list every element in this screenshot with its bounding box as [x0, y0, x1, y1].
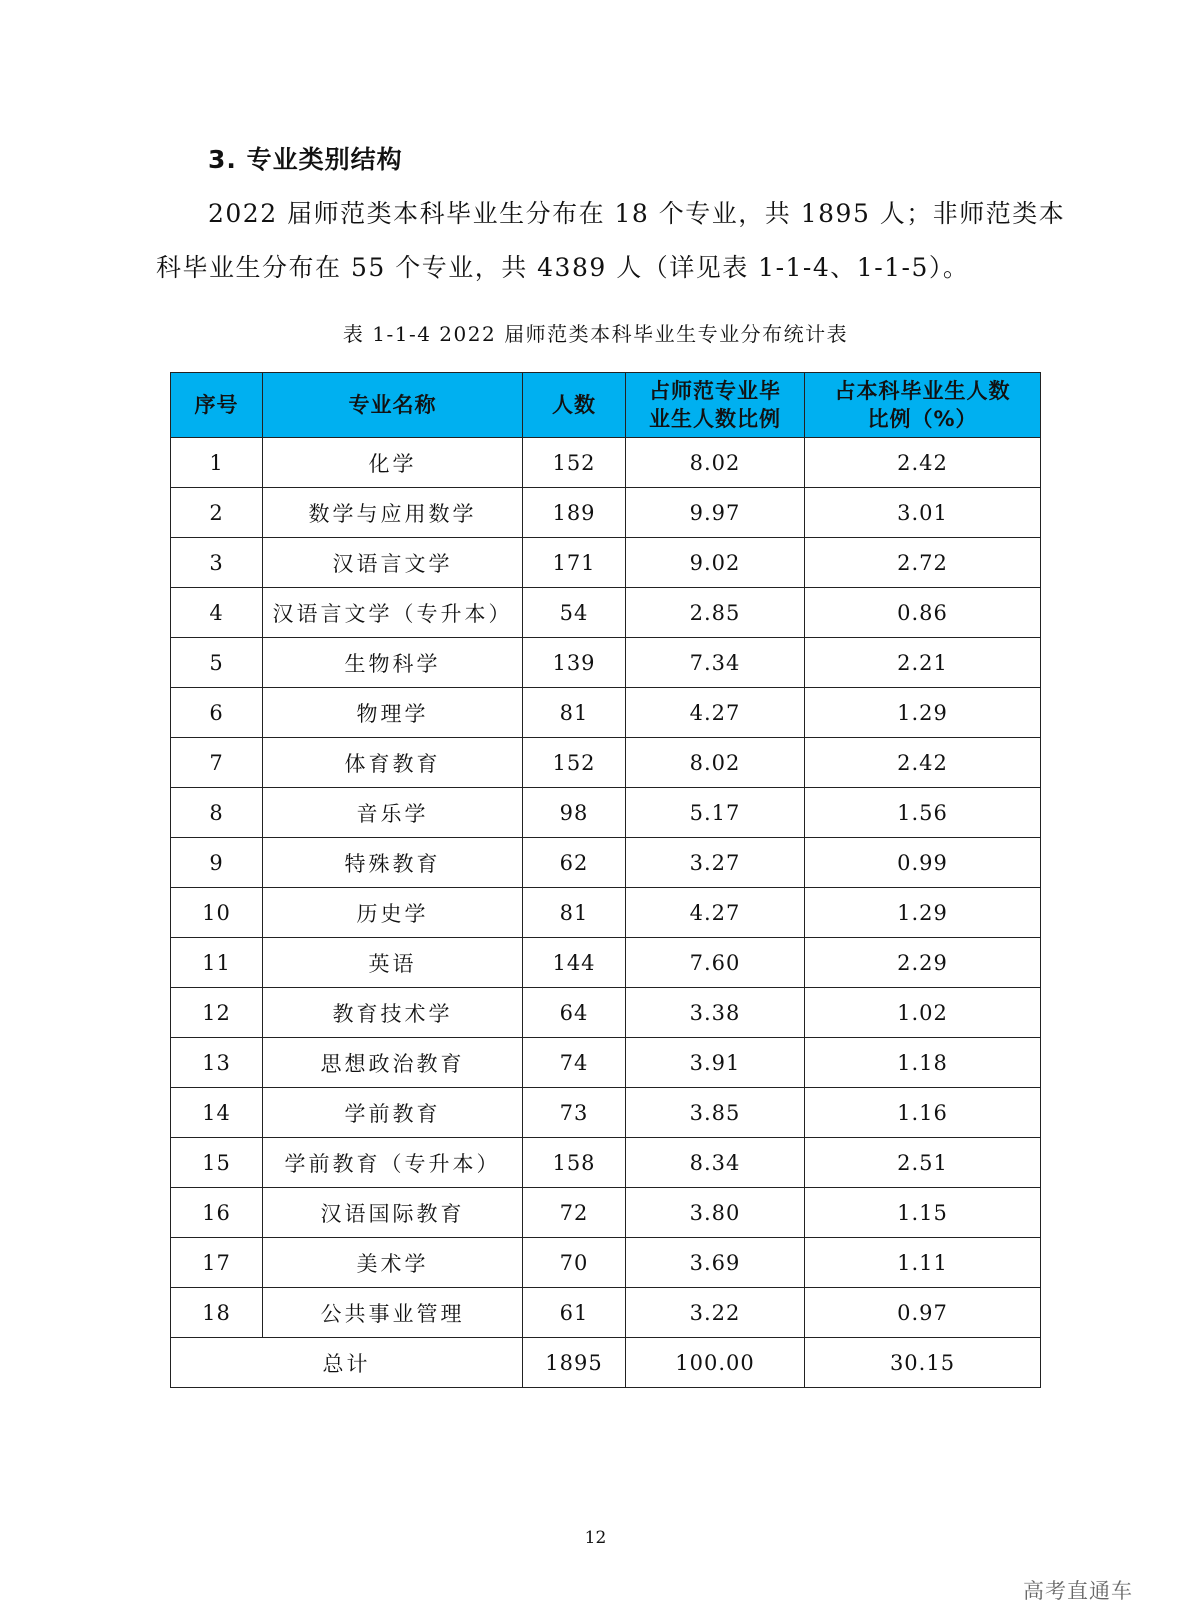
cell-major: 特殊教育: [263, 838, 523, 888]
table-row: [171, 788, 1041, 838]
table-row: [171, 688, 1041, 738]
total-label: 总计: [171, 1338, 523, 1388]
table-row: [171, 738, 1041, 788]
header-share-normal: 占师范专业毕业生人数比例: [626, 373, 805, 438]
cell-index: 4: [171, 588, 263, 638]
cell-count: 81: [523, 688, 626, 738]
cell-count: 81: [523, 888, 626, 938]
cell-index: 7: [171, 738, 263, 788]
cell-share-normal: 7.34: [626, 638, 805, 688]
cell-count: 171: [523, 538, 626, 588]
cell-share-normal: 9.02: [626, 538, 805, 588]
cell-index: 18: [171, 1288, 263, 1338]
cell-share-all: 1.15: [805, 1188, 1041, 1238]
cell-major: 历史学: [263, 888, 523, 938]
cell-major: 体育教育: [263, 738, 523, 788]
watermark: 高考直通车: [1023, 1579, 1133, 1603]
cell-count: 61: [523, 1288, 626, 1338]
header-count: 人数: [523, 373, 626, 438]
cell-share-all: 2.21: [805, 638, 1041, 688]
cell-major: 汉语言文学（专升本）: [263, 588, 523, 638]
major-distribution-table: [170, 372, 1041, 1388]
table-row: [171, 638, 1041, 688]
cell-major: 美术学: [263, 1238, 523, 1288]
cell-index: 10: [171, 888, 263, 938]
cell-count: 62: [523, 838, 626, 888]
table-row: [171, 1088, 1041, 1138]
cell-share-normal: 7.60: [626, 938, 805, 988]
cell-share-all: 0.99: [805, 838, 1041, 888]
table-row: [171, 1188, 1041, 1238]
cell-index: 8: [171, 788, 263, 838]
cell-share-normal: 3.38: [626, 988, 805, 1038]
cell-index: 13: [171, 1038, 263, 1088]
cell-count: 73: [523, 1088, 626, 1138]
cell-major: 生物科学: [263, 638, 523, 688]
cell-count: 64: [523, 988, 626, 1038]
cell-index: 16: [171, 1188, 263, 1238]
cell-major: 教育技术学: [263, 988, 523, 1038]
table-row: [171, 588, 1041, 638]
cell-major: 英语: [263, 938, 523, 988]
cell-major: 公共事业管理: [263, 1288, 523, 1338]
cell-share-all: 1.02: [805, 988, 1041, 1038]
table-row: [171, 488, 1041, 538]
table-caption: 表 1-1-4 2022 届师范类本科毕业生专业分布统计表: [342, 322, 849, 346]
cell-share-all: 1.56: [805, 788, 1041, 838]
table-row: [171, 938, 1041, 988]
cell-index: 5: [171, 638, 263, 688]
cell-share-normal: 8.02: [626, 738, 805, 788]
cell-share-all: 1.18: [805, 1038, 1041, 1088]
cell-share-normal: 3.69: [626, 1238, 805, 1288]
table-row: [171, 1138, 1041, 1188]
cell-share-normal: 3.91: [626, 1038, 805, 1088]
table-row: [171, 538, 1041, 588]
page-number: 12: [584, 1528, 607, 1548]
header-share-all: 占本科毕业生人数比例（%）: [805, 373, 1041, 438]
table-row: [171, 988, 1041, 1038]
cell-share-normal: 4.27: [626, 688, 805, 738]
table-row: [171, 888, 1041, 938]
cell-share-normal: 8.02: [626, 438, 805, 488]
cell-count: 158: [523, 1138, 626, 1188]
cell-share-all: 3.01: [805, 488, 1041, 538]
cell-index: 9: [171, 838, 263, 888]
cell-count: 70: [523, 1238, 626, 1288]
header-index: 序号: [171, 373, 263, 438]
cell-share-all: 2.42: [805, 738, 1041, 788]
cell-major: 汉语国际教育: [263, 1188, 523, 1238]
cell-share-normal: 5.17: [626, 788, 805, 838]
cell-share-all: 1.29: [805, 888, 1041, 938]
cell-major: 音乐学: [263, 788, 523, 838]
cell-share-all: 2.29: [805, 938, 1041, 988]
cell-share-all: 2.72: [805, 538, 1041, 588]
cell-index: 3: [171, 538, 263, 588]
cell-index: 6: [171, 688, 263, 738]
cell-major: 汉语言文学: [263, 538, 523, 588]
cell-share-all: 1.29: [805, 688, 1041, 738]
table-row: [171, 1038, 1041, 1088]
cell-major: 数学与应用数学: [263, 488, 523, 538]
cell-index: 2: [171, 488, 263, 538]
cell-share-all: 2.51: [805, 1138, 1041, 1188]
cell-count: 144: [523, 938, 626, 988]
cell-share-all: 2.42: [805, 438, 1041, 488]
cell-share-normal: 2.85: [626, 588, 805, 638]
header-major: 专业名称: [263, 373, 523, 438]
cell-count: 152: [523, 738, 626, 788]
cell-share-normal: 3.22: [626, 1288, 805, 1338]
cell-index: 14: [171, 1088, 263, 1138]
cell-count: 54: [523, 588, 626, 638]
cell-major: 物理学: [263, 688, 523, 738]
cell-count: 189: [523, 488, 626, 538]
cell-major: 思想政治教育: [263, 1038, 523, 1088]
table-header-row: [171, 373, 1041, 438]
cell-share-normal: 9.97: [626, 488, 805, 538]
cell-share-all: 0.86: [805, 588, 1041, 638]
table-row: [171, 1288, 1041, 1338]
cell-share-normal: 3.85: [626, 1088, 805, 1138]
cell-index: 17: [171, 1238, 263, 1288]
cell-share-normal: 3.80: [626, 1188, 805, 1238]
cell-count: 98: [523, 788, 626, 838]
section-heading: 3. 专业类别结构: [208, 145, 403, 174]
cell-share-all: 1.11: [805, 1238, 1041, 1288]
cell-share-normal: 3.27: [626, 838, 805, 888]
intro-paragraph-line-2: 科毕业生分布在 55 个专业，共 4389 人（详见表 1-1-4、1-1-5）。: [156, 253, 970, 282]
cell-count: 139: [523, 638, 626, 688]
cell-index: 12: [171, 988, 263, 1038]
cell-count: 74: [523, 1038, 626, 1088]
cell-share-normal: 4.27: [626, 888, 805, 938]
total-share-all: 30.15: [805, 1338, 1041, 1388]
table-row: [171, 1238, 1041, 1288]
total-row: [171, 1338, 1041, 1388]
table-row: [171, 438, 1041, 488]
cell-count: 152: [523, 438, 626, 488]
cell-share-all: 1.16: [805, 1088, 1041, 1138]
cell-major: 学前教育: [263, 1088, 523, 1138]
cell-index: 1: [171, 438, 263, 488]
cell-share-all: 0.97: [805, 1288, 1041, 1338]
total-share-normal: 100.00: [626, 1338, 805, 1388]
table-row: [171, 838, 1041, 888]
cell-major: 学前教育（专升本）: [263, 1138, 523, 1188]
intro-paragraph-line-1: 2022 届师范类本科毕业生分布在 18 个专业，共 1895 人；非师范类本: [208, 199, 1066, 228]
cell-index: 11: [171, 938, 263, 988]
total-count: 1895: [523, 1338, 626, 1388]
cell-index: 15: [171, 1138, 263, 1188]
cell-major: 化学: [263, 438, 523, 488]
cell-count: 72: [523, 1188, 626, 1238]
cell-share-normal: 8.34: [626, 1138, 805, 1188]
